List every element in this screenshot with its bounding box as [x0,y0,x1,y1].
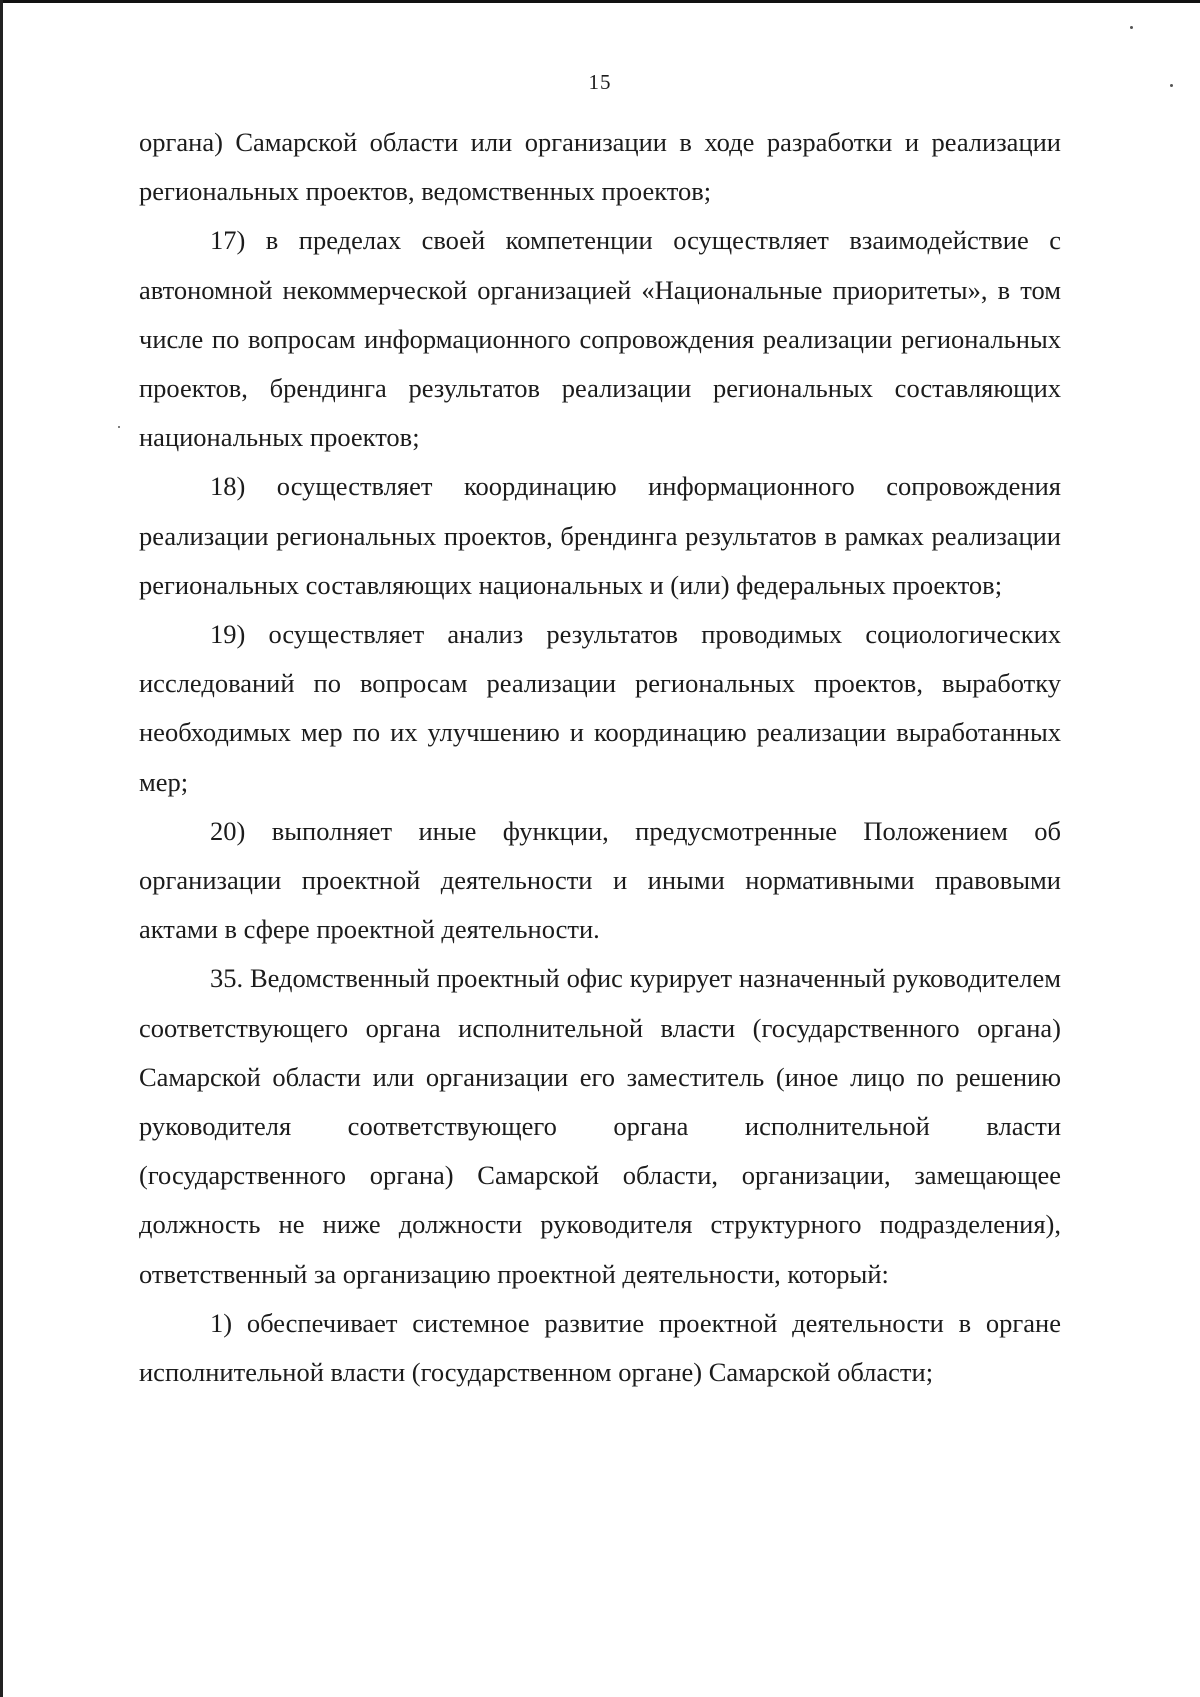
document-body [139,118,1061,1397]
scan-edge-top [0,0,1200,3]
page-number: 15 [588,70,612,94]
scan-speck [1130,26,1133,29]
paragraph-item-1: 1) обеспечивает системное развитие проектной деятельности в органе исполнительной власти (государственном органе) Самарской области; [139,1307,1061,1388]
paragraph-item-17: 17) в пределах своей компетенции осуществляет взаимодействие с автономной некоммерческой организацией «Национальные приоритеты», в том числе по вопросам информационного сопровождения реализации региональных проектов, брендинга результатов реализации региональных составляющих национальных проектов; [139,225,1061,453]
scan-edge-left [0,0,3,1697]
paragraph-item-20: 20) выполняет иные функции, предусмотренные Положением об организации проектной деятельности и иными нормативными правовыми актами в сфере проектной деятельности. [139,815,1061,945]
scan-speck [118,426,120,428]
paragraph-section-35: 35. Ведомственный проектный офис курирует назначенный руководителем соответствующего органа исполнительной власти (государственного органа) Самарской области или организации его заместитель (иное лицо по решению руководителя соответствующего органа исполнительной власти (государственного органа) Самарской области, организации, замещающее должность не ниже должности руководителя структурного подразделения), ответственный за организацию проектной деятельности, который: [139,963,1061,1289]
paragraph-continuation: органа) Самарской области или организации в ходе разработки и реализации региональных проектов, ведомственных проектов; [139,127,1061,207]
paragraph-item-19: 19) осуществляет анализ результатов проводимых социологических исследований по вопросам реализации региональных проектов, выработку необходимых мер по их улучшению и координацию реализации выработанных мер; [139,619,1061,797]
paragraph-item-18: 18) осуществляет координацию информационного сопровождения реализации региональных проектов, брендинга результатов в рамках реализации региональных составляющих национальных и (или) федеральных проектов; [139,471,1061,600]
